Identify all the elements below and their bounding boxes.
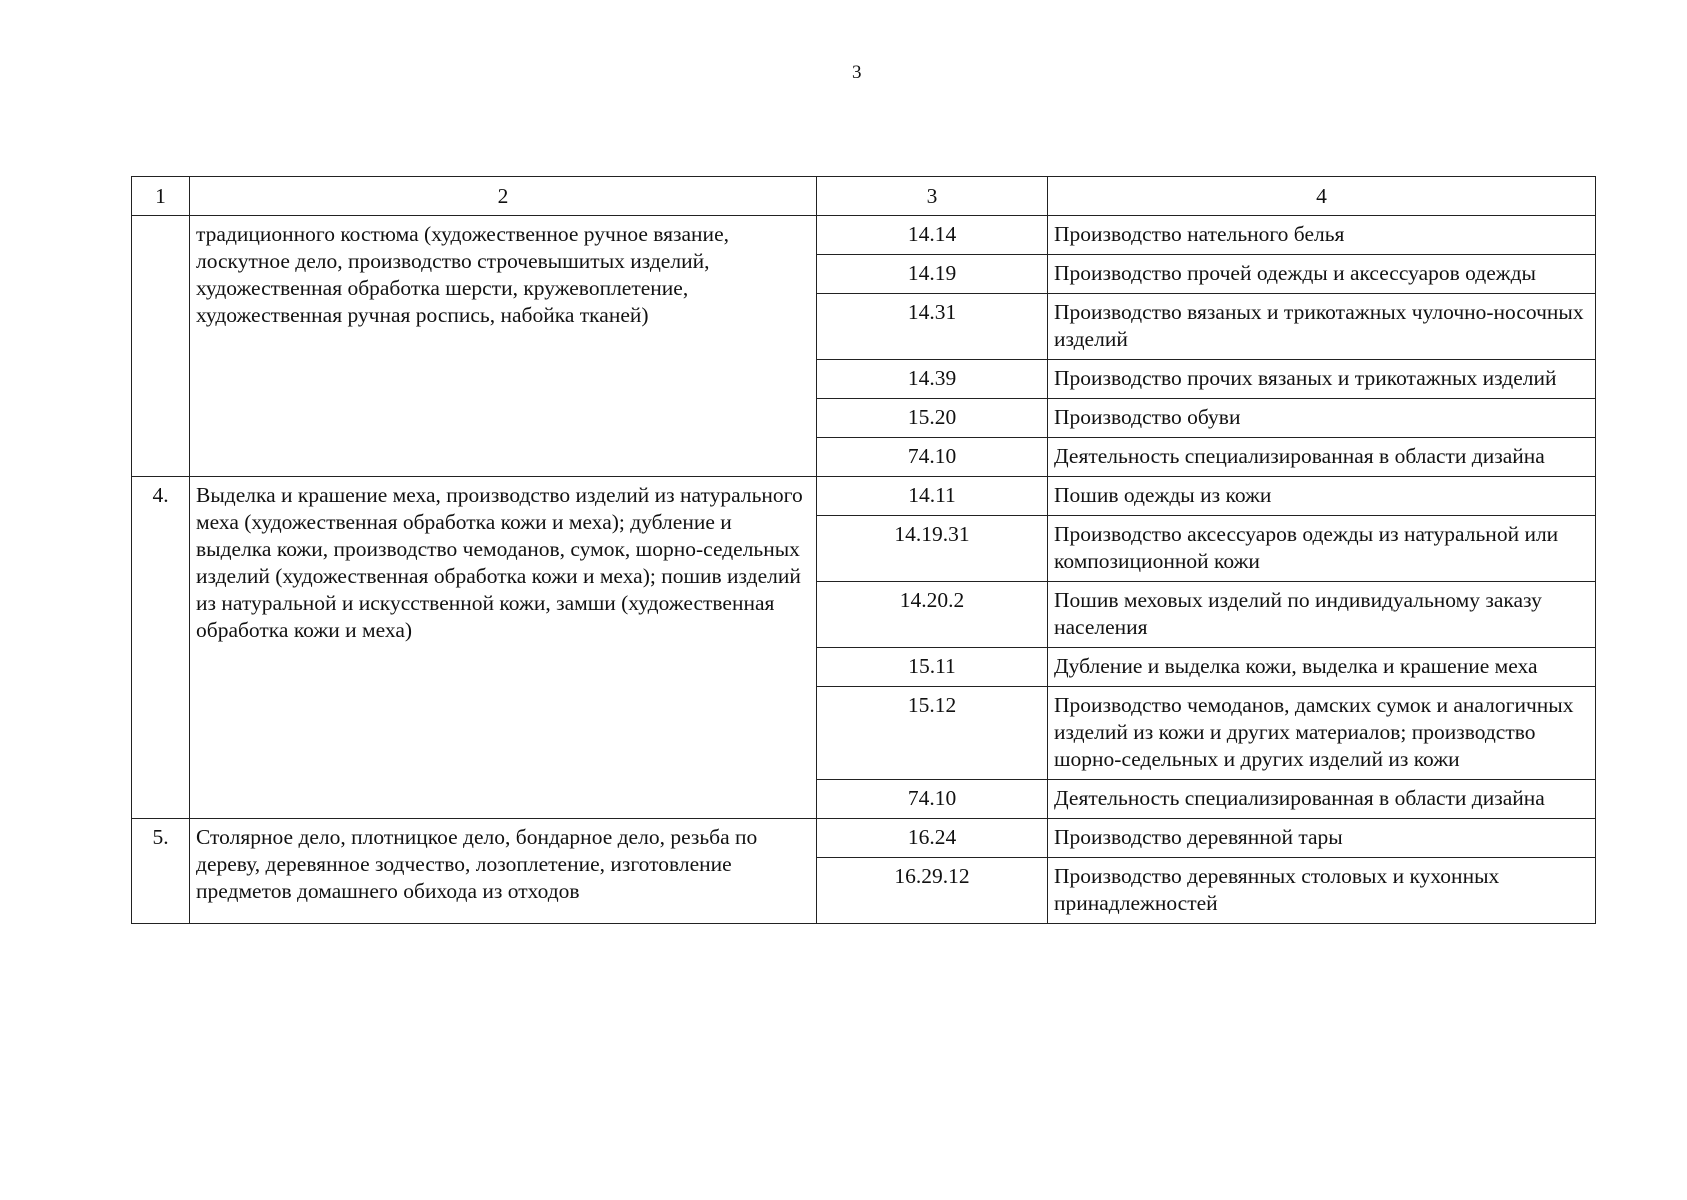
okved-code-cell: 15.20	[817, 399, 1048, 438]
header-cell-4: 4	[1048, 177, 1596, 216]
okved-code-cell: 16.24	[817, 819, 1048, 858]
table-body	[132, 177, 1596, 924]
page-number: 3	[852, 62, 862, 83]
okved-description-cell: Производство нательного белья	[1048, 216, 1596, 255]
okved-code-cell: 14.14	[817, 216, 1048, 255]
okved-code-cell: 15.11	[817, 648, 1048, 687]
header-cell-3: 3	[817, 177, 1048, 216]
okved-code-cell: 14.19.31	[817, 516, 1048, 582]
activity-cell: Выделка и крашение меха, производство изделий из натурального меха (художественная обработка кожи и меха); дубление и выделка кожи, производство чемоданов, сумок, шорно-седельных изделий (художественная обработка кожи и меха); пошив изделий из натуральной и искусственной кожи, замши (художественная обработка кожи и меха)	[190, 477, 817, 819]
okved-description-cell: Деятельность специализированная в области дизайна	[1048, 438, 1596, 477]
okved-description-cell: Деятельность специализированная в области дизайна	[1048, 780, 1596, 819]
table-header-row	[132, 177, 1596, 216]
okved-description-cell: Дубление и выделка кожи, выделка и крашение меха	[1048, 648, 1596, 687]
header-cell-2: 2	[190, 177, 817, 216]
okved-description-cell: Пошив меховых изделий по индивидуальному заказу населения	[1048, 582, 1596, 648]
okved-description-cell: Производство деревянных столовых и кухонных принадлежностей	[1048, 858, 1596, 924]
okved-description-cell: Производство деревянной тары	[1048, 819, 1596, 858]
okved-code-cell: 14.20.2	[817, 582, 1048, 648]
item-number-cell: 4.	[132, 477, 190, 819]
okved-code-cell: 74.10	[817, 780, 1048, 819]
okved-code-cell: 15.12	[817, 687, 1048, 780]
item-number-cell: 5.	[132, 819, 190, 924]
okved-description-cell: Производство чемоданов, дамских сумок и аналогичных изделий из кожи и других материалов; производство шорно-седельных и других изделий из кожи	[1048, 687, 1596, 780]
okved-code-cell: 14.39	[817, 360, 1048, 399]
table-row	[132, 477, 1596, 516]
okved-code-cell: 14.19	[817, 255, 1048, 294]
table-row	[132, 819, 1596, 858]
item-number-cell	[132, 216, 190, 477]
okved-description-cell: Производство прочей одежды и аксессуаров одежды	[1048, 255, 1596, 294]
header-cell-1: 1	[132, 177, 190, 216]
okved-code-cell: 14.31	[817, 294, 1048, 360]
okved-code-cell: 14.11	[817, 477, 1048, 516]
activity-cell: Столярное дело, плотницкое дело, бондарное дело, резьба по дереву, деревянное зодчество, лозоплетение, изготовление предметов домашнего обихода из отходов	[190, 819, 817, 924]
activities-table	[131, 176, 1596, 924]
okved-description-cell: Производство обуви	[1048, 399, 1596, 438]
activity-cell: традиционного костюма (художественное ручное вязание, лоскутное дело, производство строчевышитых изделий, художественная обработка шерсти, кружевоплетение, художественная ручная роспись, набойка тканей)	[190, 216, 817, 477]
okved-code-cell: 16.29.12	[817, 858, 1048, 924]
okved-description-cell: Производство аксессуаров одежды из натуральной или композиционной кожи	[1048, 516, 1596, 582]
table-row	[132, 216, 1596, 255]
okved-description-cell: Производство прочих вязаных и трикотажных изделий	[1048, 360, 1596, 399]
okved-description-cell: Производство вязаных и трикотажных чулочно-носочных изделий	[1048, 294, 1596, 360]
okved-description-cell: Пошив одежды из кожи	[1048, 477, 1596, 516]
okved-code-cell: 74.10	[817, 438, 1048, 477]
